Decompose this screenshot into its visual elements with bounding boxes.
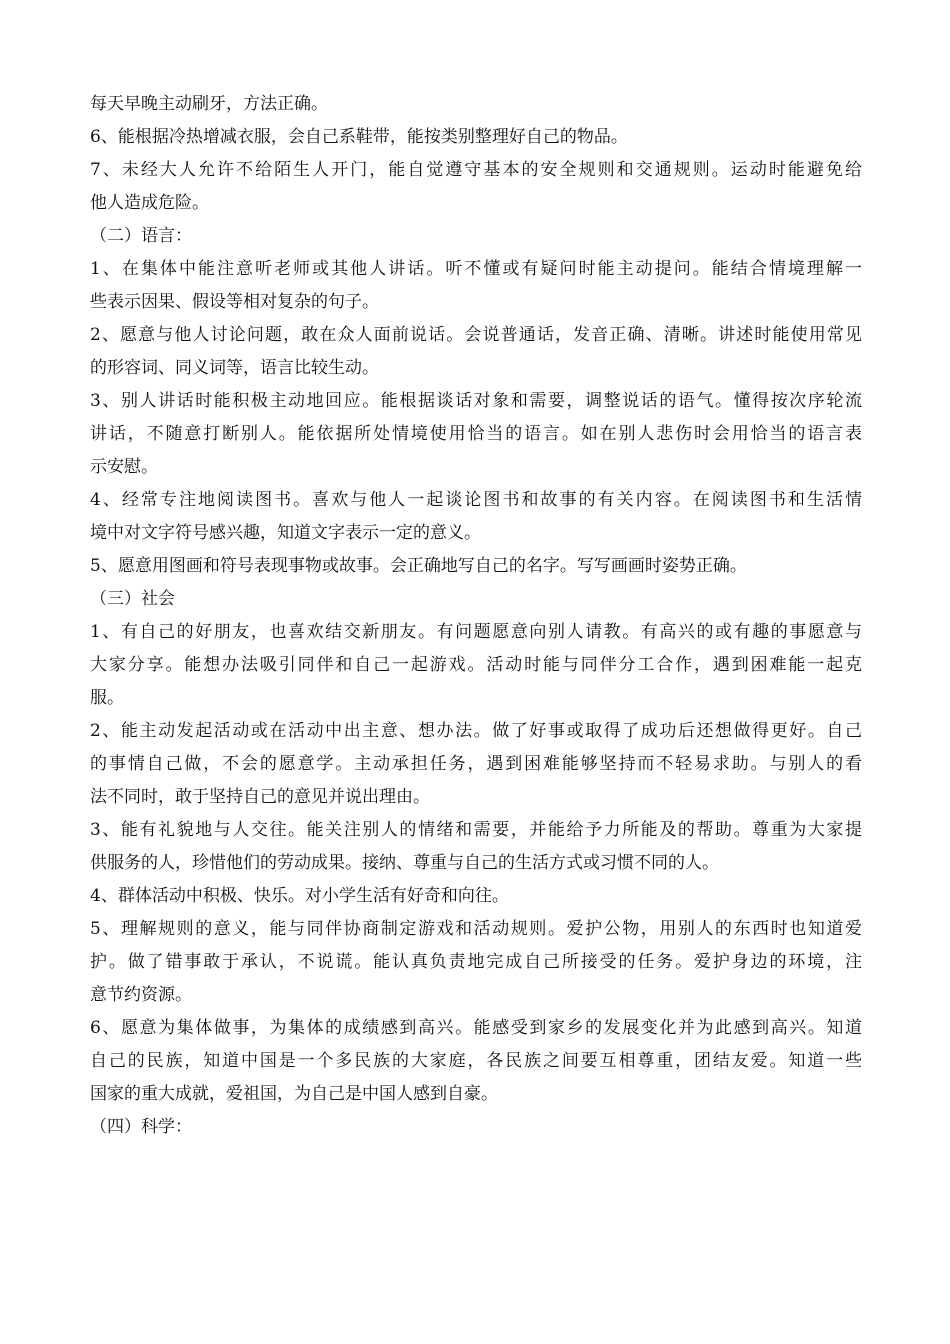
text-line: 国家的重大成就，爱祖国，为自己是中国人感到自豪。 <box>90 1084 498 1104</box>
text-line: 服。 <box>90 688 124 708</box>
text-line: 2、能主动发起活动或在活动中出主意、想办法。做了好事或取得了成功后还想做得更好。自己 <box>90 721 862 741</box>
text-line: 2、愿意与他人讨论问题，敢在众人面前说话。会说普通话，发音正确、清晰。讲述时能使用常见 <box>90 325 862 345</box>
text-line: 3、能有礼貌地与人交往。能关注别人的情绪和需要，并能给予力所能及的帮助。尊重为大家提 <box>90 820 862 840</box>
text-line: （三）社会 <box>90 589 175 609</box>
text-line: 每天早晚主动刷牙，方法正确。 <box>90 94 328 114</box>
text-line: 3、别人讲话时能积极主动地回应。能根据谈话对象和需要，调整说话的语气。懂得按次序轮流 <box>90 391 862 411</box>
text-line: （二）语言： <box>90 226 192 246</box>
text-line: 法不同时，敢于坚持自己的意见并说出理由。 <box>90 787 430 807</box>
text-line: 1、在集体中能注意听老师或其他人讲话。听不懂或有疑问时能主动提问。能结合情境理解一 <box>90 259 862 279</box>
text-line: 1、有自己的好朋友，也喜欢结交新朋友。有问题愿意向别人请教。有高兴的或有趣的事愿意与 <box>90 622 862 642</box>
text-line: 他人造成危险。 <box>90 193 209 213</box>
text-line: 意节约资源。 <box>90 985 192 1005</box>
text-line: 4、群体活动中积极、快乐。对小学生活有好奇和向往。 <box>90 886 509 906</box>
text-line: 护。做了错事敢于承认，不说谎。能认真负责地完成自己所接受的任务。爱护身边的环境，注 <box>90 952 862 972</box>
text-line: 的事情自己做，不会的愿意学。主动承担任务，遇到困难能够坚持而不轻易求助。与别人的看 <box>90 754 862 774</box>
text-line: 的形容词、同义词等，语言比较生动。 <box>90 358 379 378</box>
text-line: 5、理解规则的意义，能与同伴协商制定游戏和活动规则。爱护公物，用别人的东西时也知道爱 <box>90 919 862 939</box>
text-line: 6、愿意为集体做事，为集体的成绩感到高兴。能感受到家乡的发展变化并为此感到高兴。知道 <box>90 1018 862 1038</box>
text-line: 大家分享。能想办法吸引同伴和自己一起游戏。活动时能与同伴分工合作，遇到困难能一起克 <box>90 655 862 675</box>
text-line: 5、愿意用图画和符号表现事物或故事。会正确地写自己的名字。写写画画时姿势正确。 <box>90 556 747 576</box>
text-line: 自己的民族，知道中国是一个多民族的大家庭，各民族之间要互相尊重，团结友爱。知道一些 <box>90 1051 862 1071</box>
text-line: （四）科学： <box>90 1117 192 1137</box>
text-line: 些表示因果、假设等相对复杂的句子。 <box>90 292 379 312</box>
text-line: 供服务的人，珍惜他们的劳动成果。接纳、尊重与自己的生活方式或习惯不同的人。 <box>90 853 719 873</box>
text-line: 讲话，不随意打断别人。能依据所处情境使用恰当的语言。如在别人悲伤时会用恰当的语言表 <box>90 424 862 444</box>
text-line: 4、经常专注地阅读图书。喜欢与他人一起谈论图书和故事的有关内容。在阅读图书和生活情 <box>90 490 862 510</box>
text-line: 6、能根据冷热增减衣服，会自己系鞋带，能按类别整理好自己的物品。 <box>90 127 628 147</box>
text-line: 7、未经大人允许不给陌生人开门，能自觉遵守基本的安全规则和交通规则。运动时能避免给 <box>90 160 862 180</box>
text-line: 境中对文字符号感兴趣，知道文字表示一定的意义。 <box>90 523 481 543</box>
text-line: 示安慰。 <box>90 457 158 477</box>
document-body <box>90 88 862 1144</box>
